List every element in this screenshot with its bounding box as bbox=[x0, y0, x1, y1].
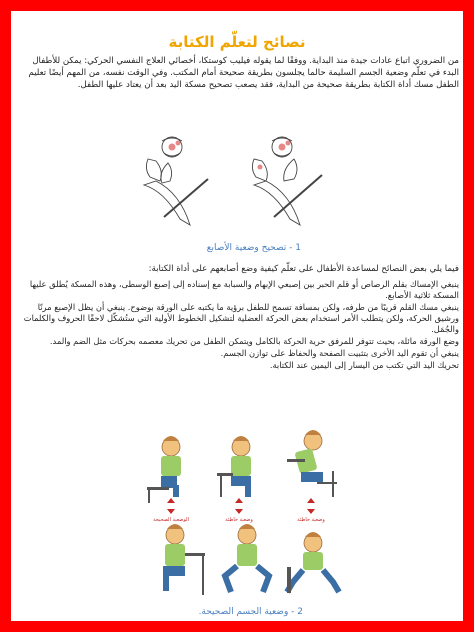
document-page bbox=[11, 11, 463, 621]
posture-label: وضعية خاطئة bbox=[297, 517, 325, 523]
posture-figure-top-center bbox=[217, 436, 251, 497]
posture-figure-top-right bbox=[287, 430, 337, 497]
section-heading-body-posture: 2 - وضعية الجسم الصحيحة. bbox=[198, 607, 303, 617]
intro-paragraph: من الضروري اتباع عادات جيدة منذ البداية. ووفقًا لما يقوله فيليب كوستكا، أخصائي العلاج النفسي الحركي: يمكن للأطفال البدء في تعلّم وضعية الجسم السليمة حالما يجلسون بطريقة صحيحة أمام المكتب. وفي الوقت نفسه، من المهم أيضًا تعليم الطفل مسك أداة الكتابة بطريقة صحيحة من البداية، فقد يصعب تصحيح مسكة اليد بعد أن يعتاد عليها الطفل. bbox=[28, 56, 459, 90]
tips-lead: فيما يلي بعض النصائح لمساعدة الأطفال على تعلّم كيفية وضع أصابعهم على أداة الكتابة: bbox=[148, 264, 459, 274]
list-item: وضع الورقة مائلة، بحيث تتوفر للمرفق حرية الحركة بالكامل ويتمكن الطفل من تحريك معصمه بحركات مثل الضم والمد. bbox=[15, 336, 459, 347]
sitting-posture-illustration bbox=[137, 425, 345, 605]
posture-figure-bottom-center bbox=[225, 524, 269, 592]
pencil-grip-illustration bbox=[134, 119, 338, 231]
posture-figure-top-left bbox=[147, 436, 181, 503]
page-title: نصائح لتعلّم الكتابة bbox=[168, 33, 306, 51]
posture-figure-bottom-right bbox=[287, 532, 339, 593]
list-item: ينبغي مسك القلم قريبًا من طرفه، ولكن بمسافة تسمح للطفل برؤية ما يكتبه على الورقة بوضوح. ينبغي أن يظل الإصبع مرنًا ورشيق الحركة، ولكن يتطلب الأمر استخدام بعض الحركة العضلية لتشكيل الخطوط الأولية التي ستُشكّل لاحقًا الحروف والكلمات والجُمَل. bbox=[15, 302, 459, 335]
posture-label: وضعية خاطئة bbox=[225, 517, 253, 523]
section-heading-finger-position: 1 - تصحيح وضعية الأصابع bbox=[206, 243, 301, 253]
list-item: ينبغي أن تقوم اليد الأخرى بتثبيت الصفحة والحفاظ على توازن الجسم. bbox=[15, 348, 459, 359]
posture-figure-bottom-left bbox=[163, 524, 205, 595]
posture-label: الوضعية الصحيحة bbox=[153, 517, 189, 523]
list-item: تحريك اليد التي تكتب من اليسار إلى اليمين عند الكتابة. bbox=[15, 360, 459, 371]
tips-list bbox=[15, 279, 463, 372]
list-item: ينبغي الإمساك بقلم الرصاص أو قلم الحبر بين إصبعي الإبهام والسبابة مع إسناده إلى إصبع الوسطى، وهذه المسكة يُطلق عليها المسكة ثلاثية الأصابع. bbox=[15, 279, 459, 301]
grip-diagram-right bbox=[252, 137, 322, 225]
grip-diagram-left bbox=[144, 137, 208, 225]
